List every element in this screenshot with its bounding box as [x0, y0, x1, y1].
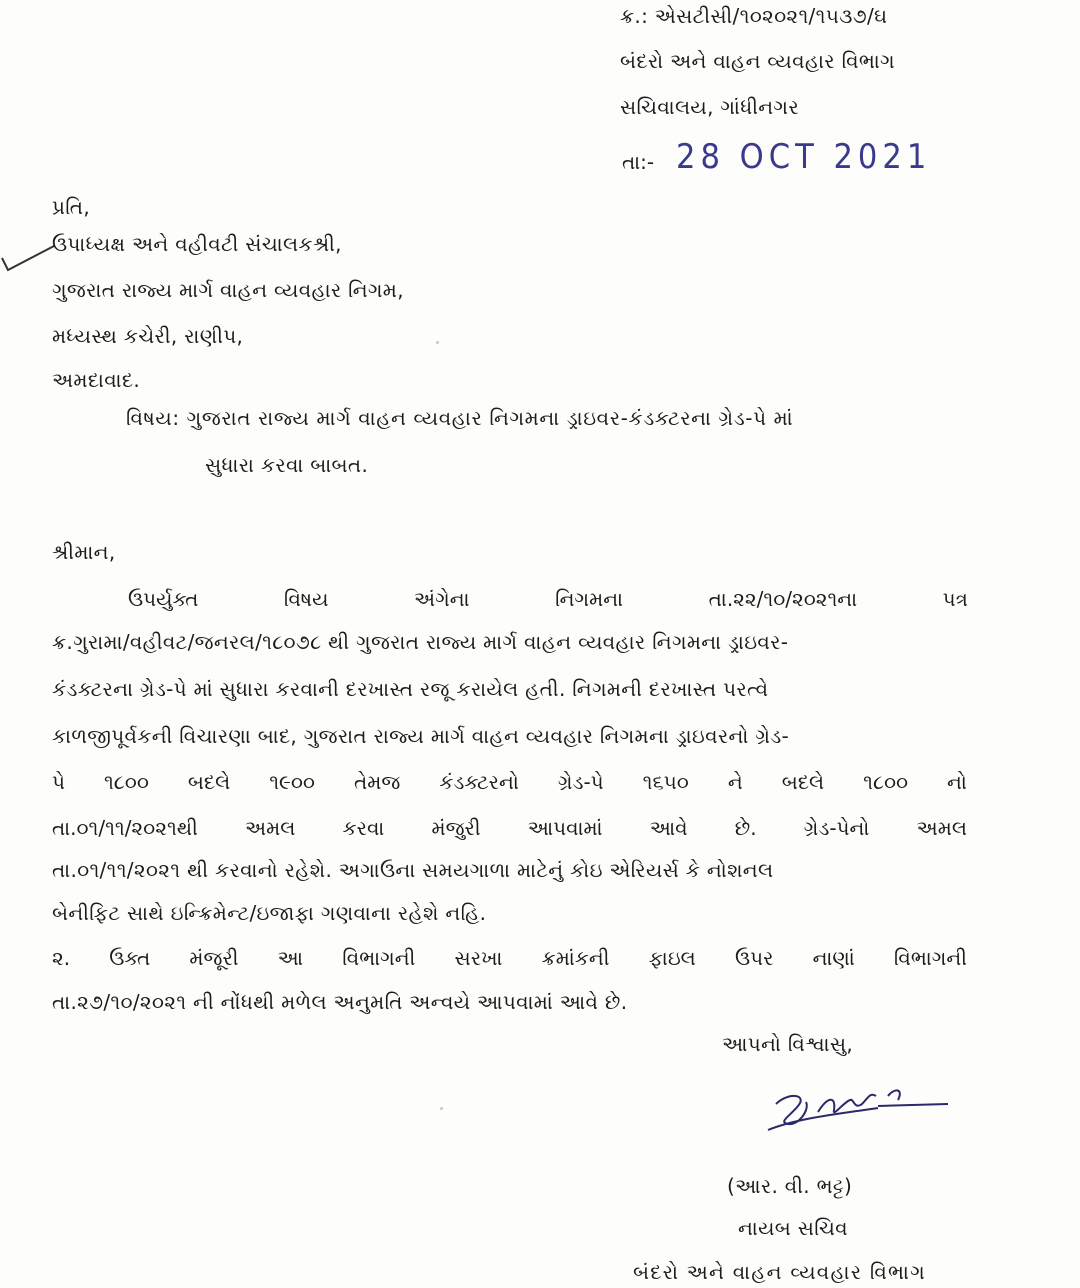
signatory-department: બંદરો અને વાહન વ્યવહાર વિભાગ: [633, 1260, 926, 1284]
addressee-line-1: ઉપાધ્યક્ષ અને વહીવટી સંચાલકશ્રી,: [52, 232, 342, 256]
para1-word: પે: [52, 770, 65, 794]
para1-word: કંડક્ટરનો: [439, 770, 519, 794]
para1-line-6: [52, 812, 967, 844]
para1-first-line: [128, 583, 968, 615]
addressee-prati: પ્રતિ,: [52, 195, 91, 219]
para1-word: તેમજ: [353, 770, 401, 794]
para2-word: ક્રમાંકની: [541, 946, 610, 970]
para1-word: અમલ: [244, 816, 296, 840]
para2-word: ૨.: [52, 946, 71, 970]
para1-word: નો: [947, 770, 967, 794]
para1-word: બદલે: [781, 770, 825, 794]
salutation: શ્રીમાન,: [52, 540, 116, 564]
para1-line-7: તા.૦૧/૧૧/૨૦૨૧ થી કરવાનો રહેશે. અગાઉના સમયગાળા માટેનું કોઇ એરિયર્સ કે નોશનલ: [52, 858, 774, 882]
para1-word: ને: [727, 770, 743, 794]
para1-line-3: કંડક્ટરના ગ્રેડ-પે માં સુધારા કરવાની દરખાસ્ત રજૂ કરાયેલ હતી. નિગમની દરખાસ્ત પરત્વે: [52, 677, 769, 701]
department-name: બંદરો અને વાહન વ્યવહાર વિભાગ: [620, 49, 895, 73]
speck: [440, 1107, 443, 1110]
office-place: સચિવાલય, ગાંધીનગર: [620, 95, 799, 119]
signature-icon: [758, 1082, 958, 1152]
para2-first-line: [52, 942, 967, 974]
para1-word: આવે: [649, 816, 688, 840]
subject-line-2: સુધારા કરવા બાબત.: [205, 453, 369, 477]
para1-line-5: [52, 766, 967, 798]
para1-word: ૧૮૦૦: [863, 770, 909, 794]
para2-word: મંજૂરી: [189, 946, 239, 970]
check-mark-icon: [0, 238, 60, 278]
para1-word: મંજુરી: [431, 816, 481, 840]
para2-word: આ: [277, 946, 304, 970]
para1-word: અંગેના: [414, 587, 470, 611]
addressee-line-2: ગુજરાત રાજ્ય માર્ગ વાહન વ્યવહાર નિગમ,: [52, 278, 404, 302]
para2-word: ફાઇલ: [648, 946, 696, 970]
para1-word: છે.: [734, 816, 757, 840]
para1-word: કરવા: [342, 816, 385, 840]
para1-word: વિષય: [283, 587, 329, 611]
para2-word: વિભાગની: [342, 946, 416, 970]
para1-line-8: બેનીફિટ સાથે ઇન્ક્રિમેન્ટ/ઇજાફા ગણવાના રહેશે નહિ.: [52, 901, 487, 925]
para1-word: ઉપર્યુક્ત: [128, 587, 199, 611]
closing-yours: આપનો વિશ્વાસુ,: [722, 1032, 854, 1056]
para1-word: ગ્રેડ-પે: [557, 770, 604, 794]
para2-line-2: તા.૨૭/૧૦/૨૦૨૧ ની નોંધથી મળેલ અનુમતિ અન્વયે આપવામાં આવે છે.: [52, 990, 628, 1014]
signatory-designation: નાયબ સચિવ: [738, 1216, 848, 1240]
para1-word: ગ્રેડ-પેનો: [803, 816, 870, 840]
para1-word: ૧૯૦૦: [269, 770, 315, 794]
para2-word: સરખા: [454, 946, 503, 970]
addressee-line-4: અમદાવાદ.: [52, 368, 140, 392]
speck: [436, 341, 439, 344]
para1-line-4: કાળજીપૂર્વકની વિચારણા બાદ, ગુજરાત રાજ્ય માર્ગ વાહન વ્યવહાર નિગમના ડ્રાઇવરનો ગ્રેડ-: [52, 724, 790, 748]
para1-word: તા.૦૧/૧૧/૨૦૨૧થી: [52, 816, 198, 840]
para1-word: અમલ: [916, 816, 967, 840]
date-stamp: 28 OCT 2021: [676, 137, 932, 177]
addressee-line-3: મધ્યસ્થ કચેરી, રાણીપ,: [52, 324, 244, 348]
subject-line-1: વિષય: ગુજરાત રાજ્ય માર્ગ વાહન વ્યવહાર નિગમના ડ્રાઇવર-કંડક્ટરના ગ્રેડ-પે માં: [126, 406, 794, 430]
para1-word: ૧૬૫૦: [642, 770, 689, 794]
para1-word: ૧૮૦૦: [103, 770, 149, 794]
para2-word: નાણાં: [812, 946, 855, 970]
para1-word: આપવામાં: [527, 816, 603, 840]
para2-word: ઉપર: [734, 946, 774, 970]
para1-word: નિગમના: [555, 587, 624, 611]
para2-word: ઉક્ત: [109, 946, 151, 970]
para2-word: વિભાગની: [893, 946, 967, 970]
para1-word: પત્ર: [942, 587, 968, 611]
signatory-name: (આર. વી. ભટ્ટ): [727, 1174, 853, 1198]
reference-number: ક્ર.: એસટીસી/૧૦૨૦૨૧/૧૫૩૭/ઘ: [620, 4, 888, 28]
para1-word: બદલે: [187, 770, 231, 794]
para1-word: તા.૨૨/૧૦/૨૦૨૧ના: [708, 587, 858, 611]
para1-line-2: ક્ર.ગુરામા/વહીવટ/જનરલ/૧૮૦૭૮ થી ગુજરાત રાજ્ય માર્ગ વાહન વ્યવહાર નિગમના ડ્રાઇવર-: [52, 630, 789, 654]
date-label: તા:-: [622, 150, 655, 174]
